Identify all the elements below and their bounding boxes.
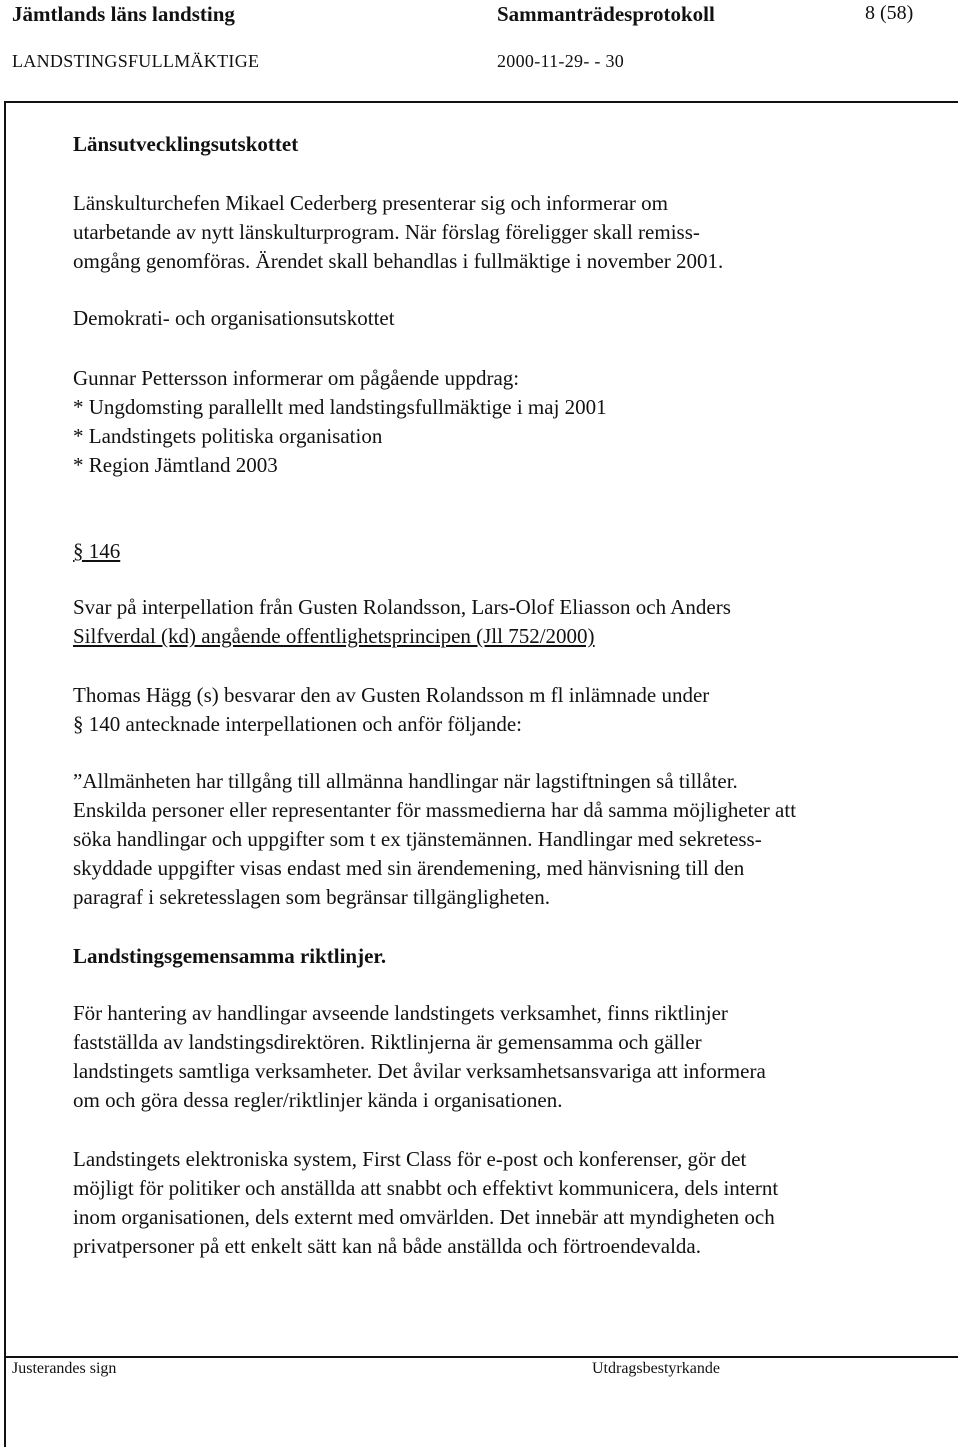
paragraph-line: omgång genomföras. Ärendet skall behandlas i fullmäktige i november 2001.: [73, 249, 724, 273]
quote-line: paragraf i sekretesslagen som begränsar tillgängligheten.: [73, 885, 550, 909]
left-margin-rule: [4, 101, 6, 1447]
section-heading-lansutveckling: Länsutvecklingsutskottet: [73, 132, 299, 156]
footer-justification-sign: Justerandes sign: [12, 1360, 117, 1377]
footer-certified-extract: Utdragsbestyrkande: [592, 1360, 720, 1377]
paragraph-line: Länskulturchefen Mikael Cederberg presenterar sig och informerar om: [73, 191, 668, 215]
list-item: * Ungdomsting parallellt med landstingsfullmäktige i maj 2001: [73, 395, 607, 419]
matter-title-line: Svar på interpellation från Gusten Rolandsson, Lars-Olof Eliasson och Anders: [73, 595, 731, 619]
document-type: Sammanträdesprotokoll: [497, 2, 715, 26]
paragraph-line: om och göra dessa regler/riktlinjer kända i organisationen.: [73, 1088, 563, 1112]
paragraph-line: utarbetande av nytt länskulturprogram. När förslag föreligger skall remiss-: [73, 220, 700, 244]
paragraph-line: Landstingets elektroniska system, First Class för e-post och konferenser, gör det: [73, 1147, 747, 1171]
paragraph-number: § 146: [73, 539, 121, 563]
matter-title-line: Silfverdal (kd) angående offentlighetsprincipen (Jll 752/2000): [73, 624, 595, 648]
assembly-name: LANDSTINGSFULLMÄKTIGE: [12, 51, 260, 71]
paragraph-line: Gunnar Pettersson informerar om pågående uppdrag:: [73, 366, 520, 390]
quote-line: söka handlingar och uppgifter som t ex tjänstemännen. Handlingar med sekretess-: [73, 827, 762, 851]
quote-line: skyddade uppgifter visas endast med sin ärendemening, med hänvisning till den: [73, 856, 745, 880]
meeting-date: 2000-11-29- - 30: [497, 51, 625, 71]
footer-rule: [4, 1356, 958, 1358]
paragraph-line: fastställda av landstingsdirektören. Riktlinjerna är gemensamma och gäller: [73, 1030, 702, 1054]
quote-line: Enskilda personer eller representanter för massmedierna har då samma möjligheter att: [73, 798, 797, 822]
section-heading-demokrati: Demokrati- och organisationsutskottet: [73, 306, 395, 330]
list-item: * Region Jämtland 2003: [73, 453, 278, 477]
organization-name: Jämtlands läns landsting: [12, 2, 235, 26]
paragraph-line: möjligt för politiker och anställda att snabbt och effektivt kommunicera, dels internt: [73, 1176, 779, 1200]
paragraph-line: inom organisationen, dels externt med omvärlden. Det innebär att myndigheten och: [73, 1205, 775, 1229]
paragraph-line: Thomas Hägg (s) besvarar den av Gusten Rolandsson m fl inlämnade under: [73, 683, 710, 707]
paragraph-line: § 140 antecknade interpellationen och anför följande:: [73, 712, 522, 736]
paragraph-line: landstingets samtliga verksamheter. Det åvilar verksamhetsansvariga att informera: [73, 1059, 766, 1083]
quote-line: ”Allmänheten har tillgång till allmänna handlingar när lagstiftningen så tillåter.: [73, 769, 738, 793]
page-number: 8 (58): [865, 2, 914, 24]
section-heading-riktlinjer: Landstingsgemensamma riktlinjer.: [73, 944, 387, 968]
paragraph-line: För hantering av handlingar avseende landstingets verksamhet, finns riktlinjer: [73, 1001, 728, 1025]
list-item: * Landstingets politiska organisation: [73, 424, 383, 448]
header-rule: [4, 101, 958, 103]
paragraph-line: privatpersoner på ett enkelt sätt kan nå både anställda och förtroendevalda.: [73, 1234, 701, 1258]
